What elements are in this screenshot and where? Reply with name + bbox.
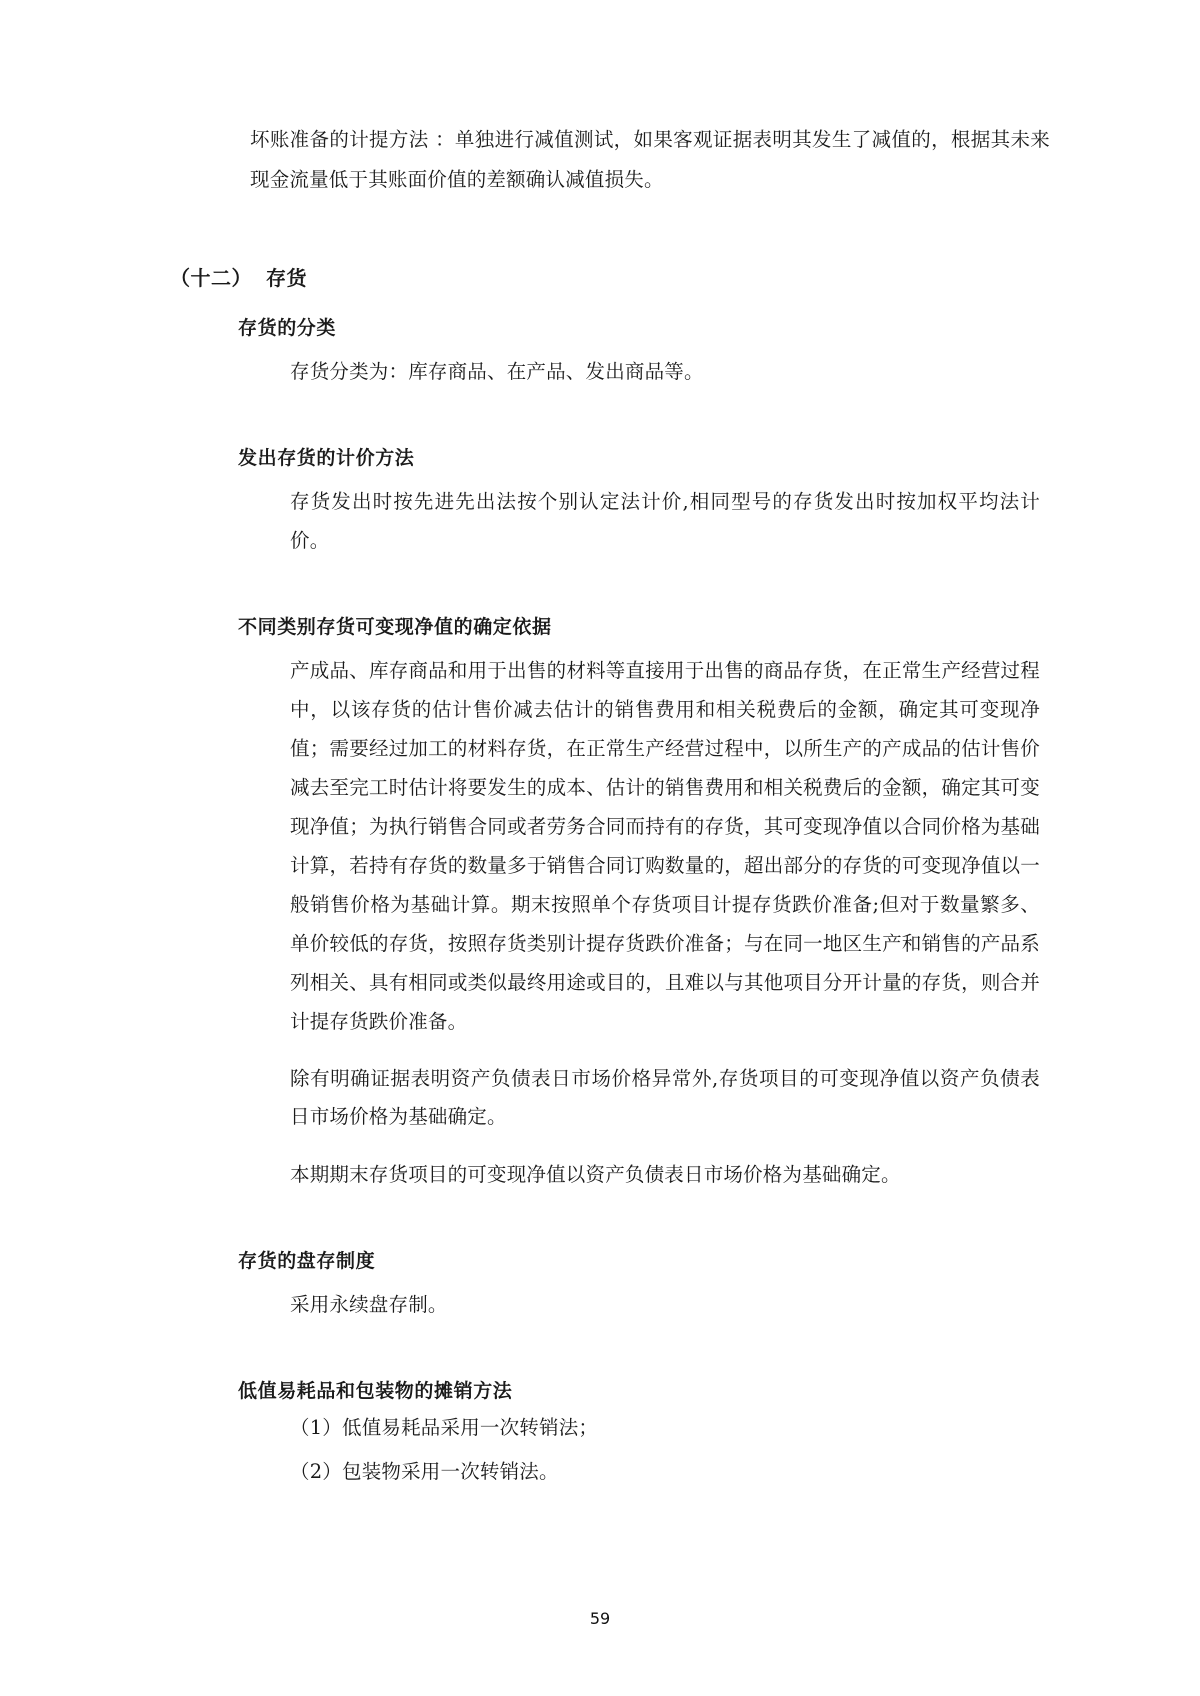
subsection-heading-inventory-classification: 存货的分类 — [238, 316, 337, 339]
subsection-body-nrv-2: 除有明确证据表明资产负债表日市场价格异常外,存货项目的可变现净值以资产负债表日市场价格为基础确定。 — [290, 1067, 1040, 1129]
subsection-heading-issue-valuation: 发出存货的计价方法 — [238, 446, 415, 469]
subsection-body-issue-valuation: 存货发出时按先进先出法按个别认定法计价,相同型号的存货发出时按加权平均法计价。 — [290, 489, 1040, 552]
subsection-body-nrv-1: 产成品、库存商品和用于出售的材料等直接用于出售的商品存货，在正常生产经营过程中，以该存货的估计售价减去估计的销售费用和相关税费后的金额，确定其可变现净值；需要经过加工的材料存货，在正常生产经营过程中，以所生产的产成品的估计售价减去至完工时估计将要发生的成本、估计的销售费用和相关税费后的金额，确定其可变现净值；为执行销售合同或者劳务合同而持有的存货，其可变现净值以合同价格为基础计算，若持有存货的数量多于销售合同订购数量的，超出部分的存货的可变现净值以一般销售价格为基础计算。期末按照单个存货项目计提存货跌价准备;但对于数量繁多、单价较低的存货，按照存货类别计提存货跌价准备；与在同一地区生产和销售的产品系列相关、具有相同或类似最终用途或目的，且难以与其他项目分开计量的存货，则合并计提存货跌价准备。 — [290, 658, 1040, 1033]
section-heading — [170, 262, 1050, 291]
subsection-heading-stocktaking-system: 存货的盘存制度 — [238, 1249, 376, 1272]
list-item: （2）包装物采用一次转销法。 — [290, 1460, 559, 1483]
page-content — [150, 120, 1050, 1491]
subsection-body-stocktaking-system: 采用永续盘存制。 — [290, 1292, 448, 1316]
subsection-heading-amortization-method: 低值易耗品和包装物的摊销方法 — [238, 1379, 513, 1402]
section-number: （十二） — [170, 265, 252, 290]
intro-paragraph: 坏账准备的计提方法 ：单独进行减值测试，如果客观证据表明其发生了减值的，根据其未来现金流量低于其账面价值的差额确认减值损失。 — [250, 128, 1050, 191]
subsection-heading-net-realizable-value: 不同类别存货可变现净值的确定依据 — [238, 615, 552, 638]
list-item: （1）低值易耗品采用一次转销法； — [290, 1415, 599, 1439]
section-title: 存货 — [266, 265, 307, 290]
subsection-body-inventory-classification: 存货分类为：库存商品、在产品、发出商品等。 — [290, 359, 704, 383]
subsection-body-nrv-3: 本期期末存货项目的可变现净值以资产负债表日市场价格为基础确定。 — [290, 1162, 901, 1186]
page-number: 59 — [589, 1609, 611, 1628]
